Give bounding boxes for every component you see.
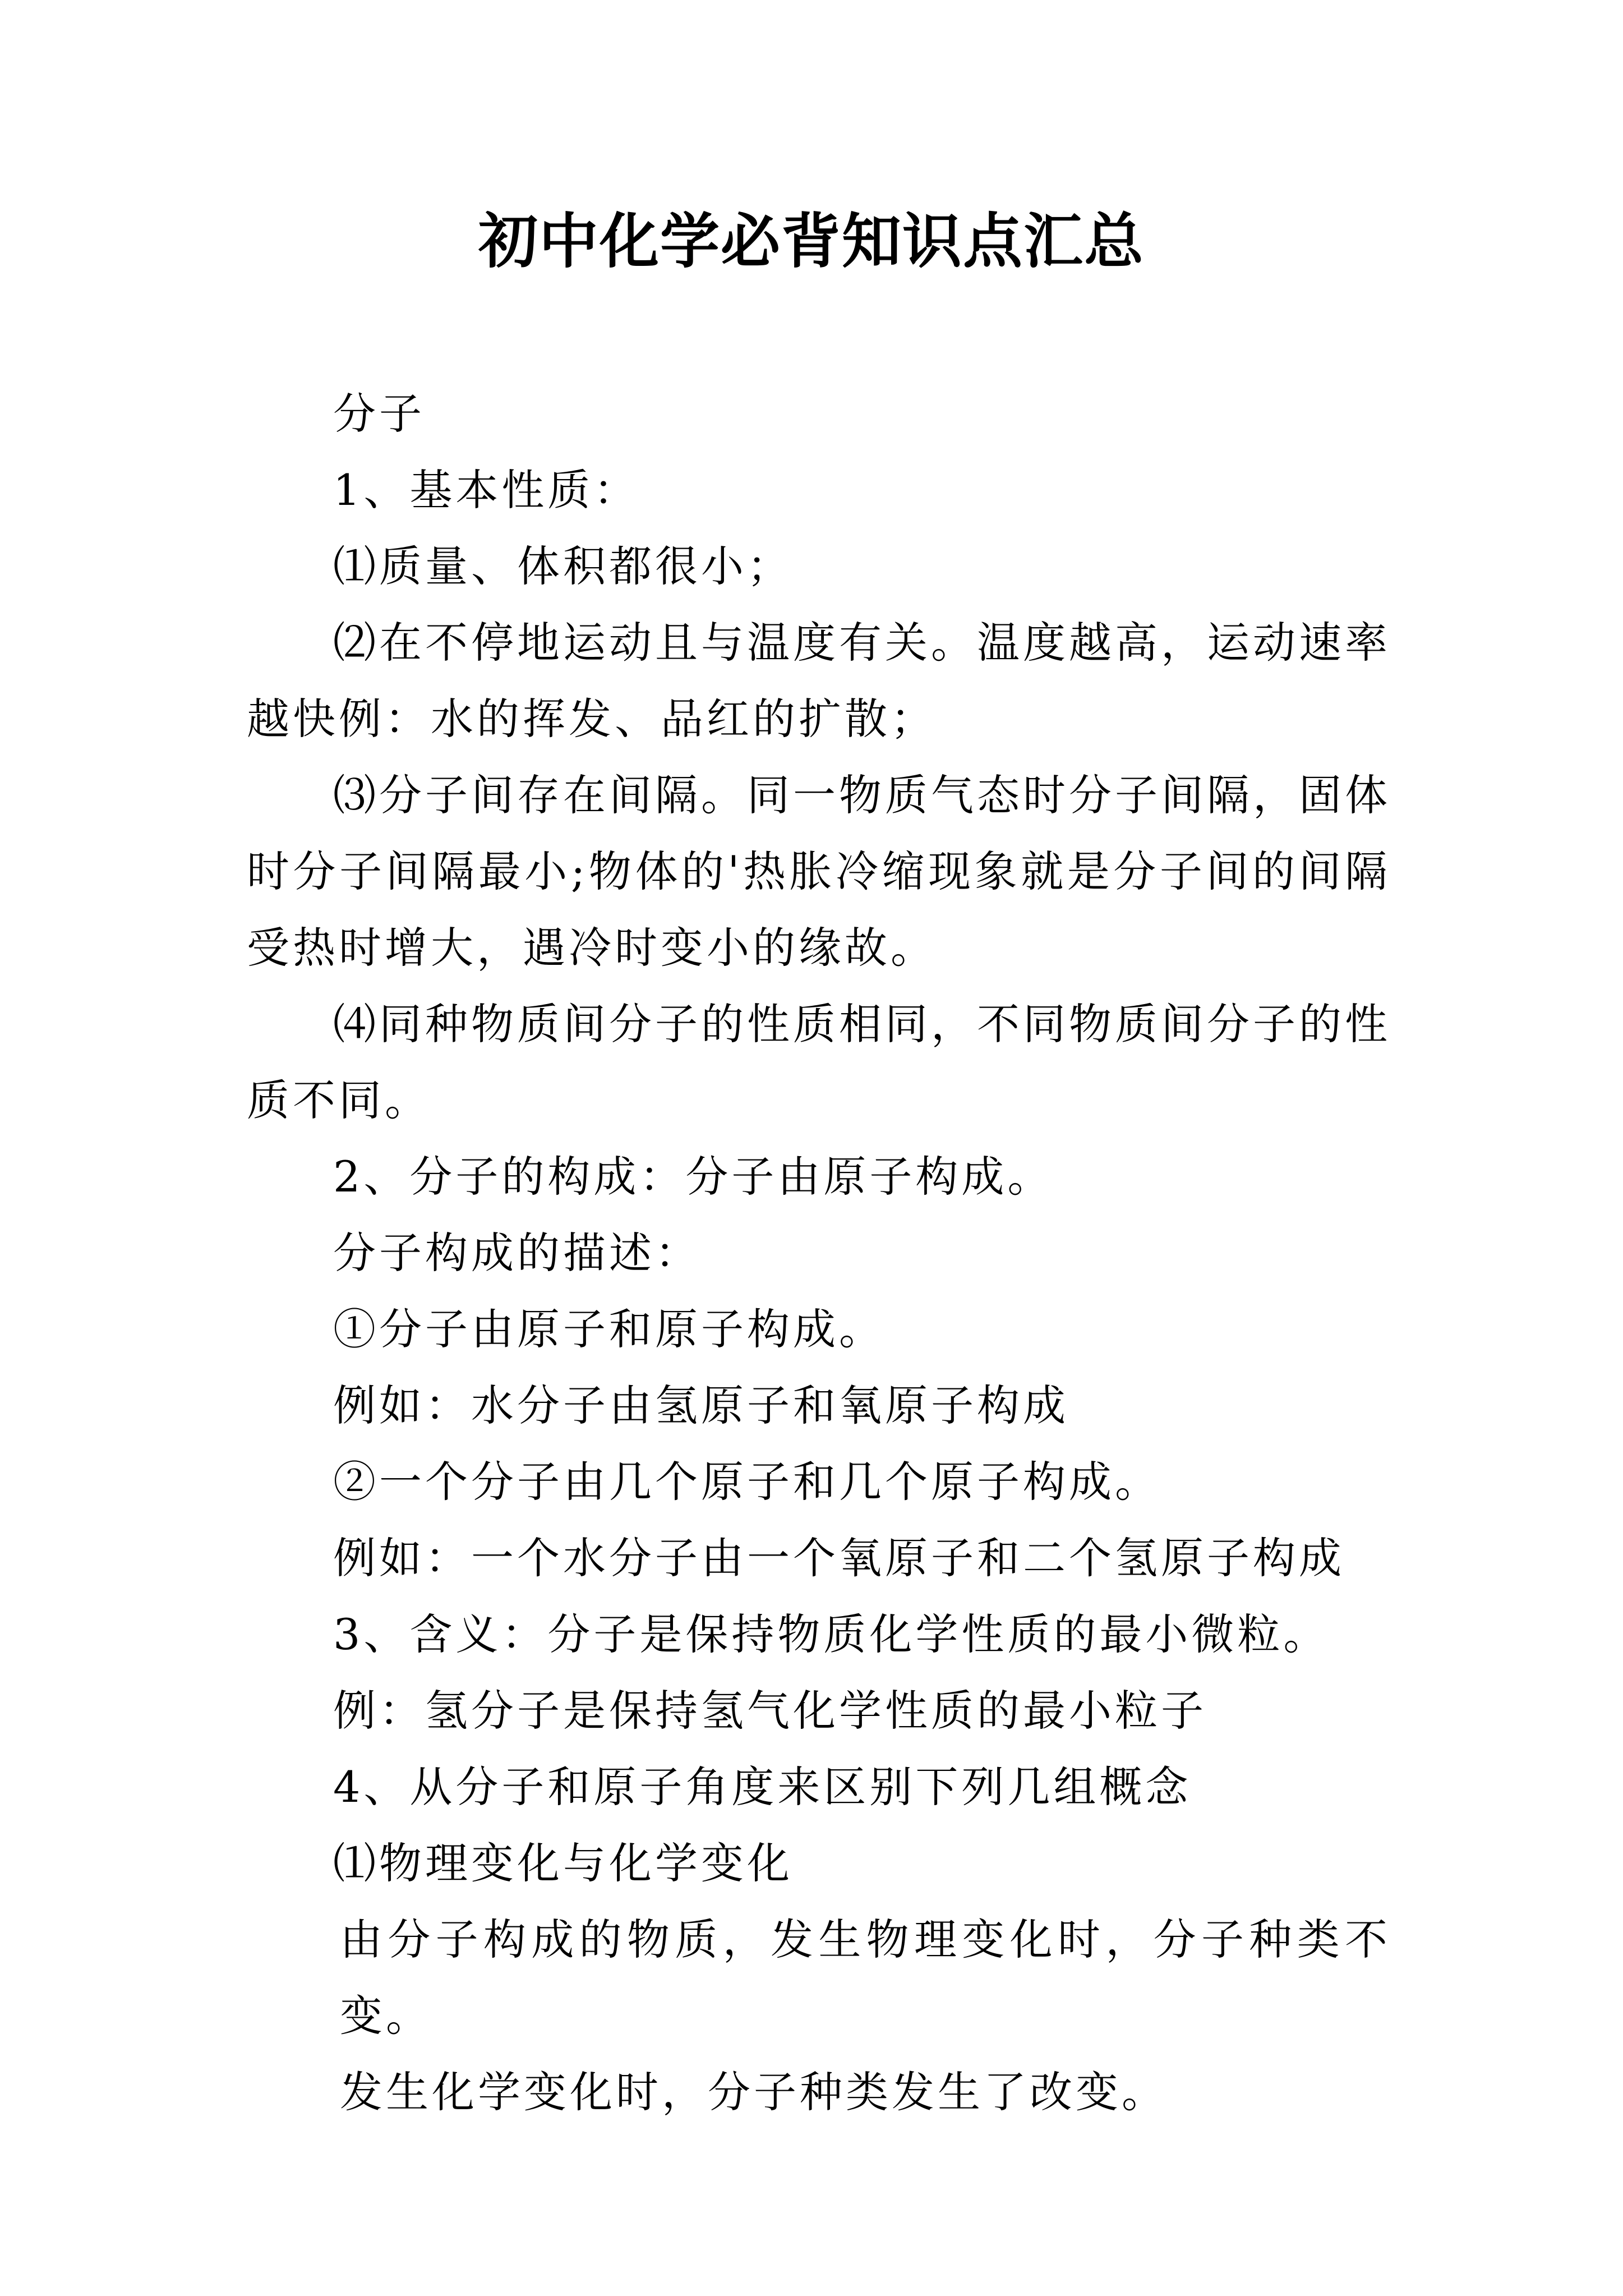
paragraph-physical-change: 由分子构成的物质，发生物理变化时，分子种类不变。 xyxy=(340,1915,1391,2041)
paragraph-composition-1: ①分子由原子和原子构成。 xyxy=(333,1304,885,1354)
paragraph-property-1: ⑴质量、体积都很小； xyxy=(333,541,793,591)
paragraph-distinguish-concepts: 4、从分子和原子角度来区别下列几组概念 xyxy=(333,1762,1192,1812)
document-title: 初中化学必背知识点汇总 xyxy=(478,206,1145,276)
paragraph-example-3: 例：氢分子是保持氢气化学性质的最小粒子 xyxy=(333,1686,1207,1736)
paragraph-basic-properties: 1、基本性质： xyxy=(333,465,640,515)
paragraph-property-3: ⑶分子间存在间隔。同一物质气态时分子间隔，固体时分子间隔最小;物体的'热胀冷缩现象就是分子间的间隔受热时增大，遇冷时变小的缘故。 xyxy=(247,770,1391,973)
paragraph-composition-2: ②一个分子由几个原子和几个原子构成。 xyxy=(333,1457,1161,1507)
paragraph-physical-vs-chemical: ⑴物理变化与化学变化 xyxy=(333,1838,793,1888)
paragraph-chemical-change: 发生化学变化时，分子种类发生了改变。 xyxy=(340,2067,1168,2117)
document-body xyxy=(247,376,1391,2131)
paragraph-example-1: 例如：水分子由氢原子和氧原子构成 xyxy=(333,1381,1069,1430)
paragraph-example-2: 例如：一个水分子由一个氧原子和二个氢原子构成 xyxy=(333,1533,1345,1583)
paragraph-meaning: 3、含义：分子是保持物质化学性质的最小微粒。 xyxy=(333,1609,1330,1659)
paragraph-composition-description: 分子构成的描述： xyxy=(333,1228,701,1278)
paragraph-molecule-heading: 分子 xyxy=(333,389,425,439)
paragraph-property-4: ⑷同种物质间分子的性质相同，不同物质间分子的性质不同。 xyxy=(247,999,1391,1125)
paragraph-property-2: ⑵在不停地运动且与温度有关。温度越高，运动速率越快例：水的挥发、品红的扩散； xyxy=(247,618,1391,744)
paragraph-composition: 2、分子的构成：分子由原子构成。 xyxy=(333,1152,1054,1202)
